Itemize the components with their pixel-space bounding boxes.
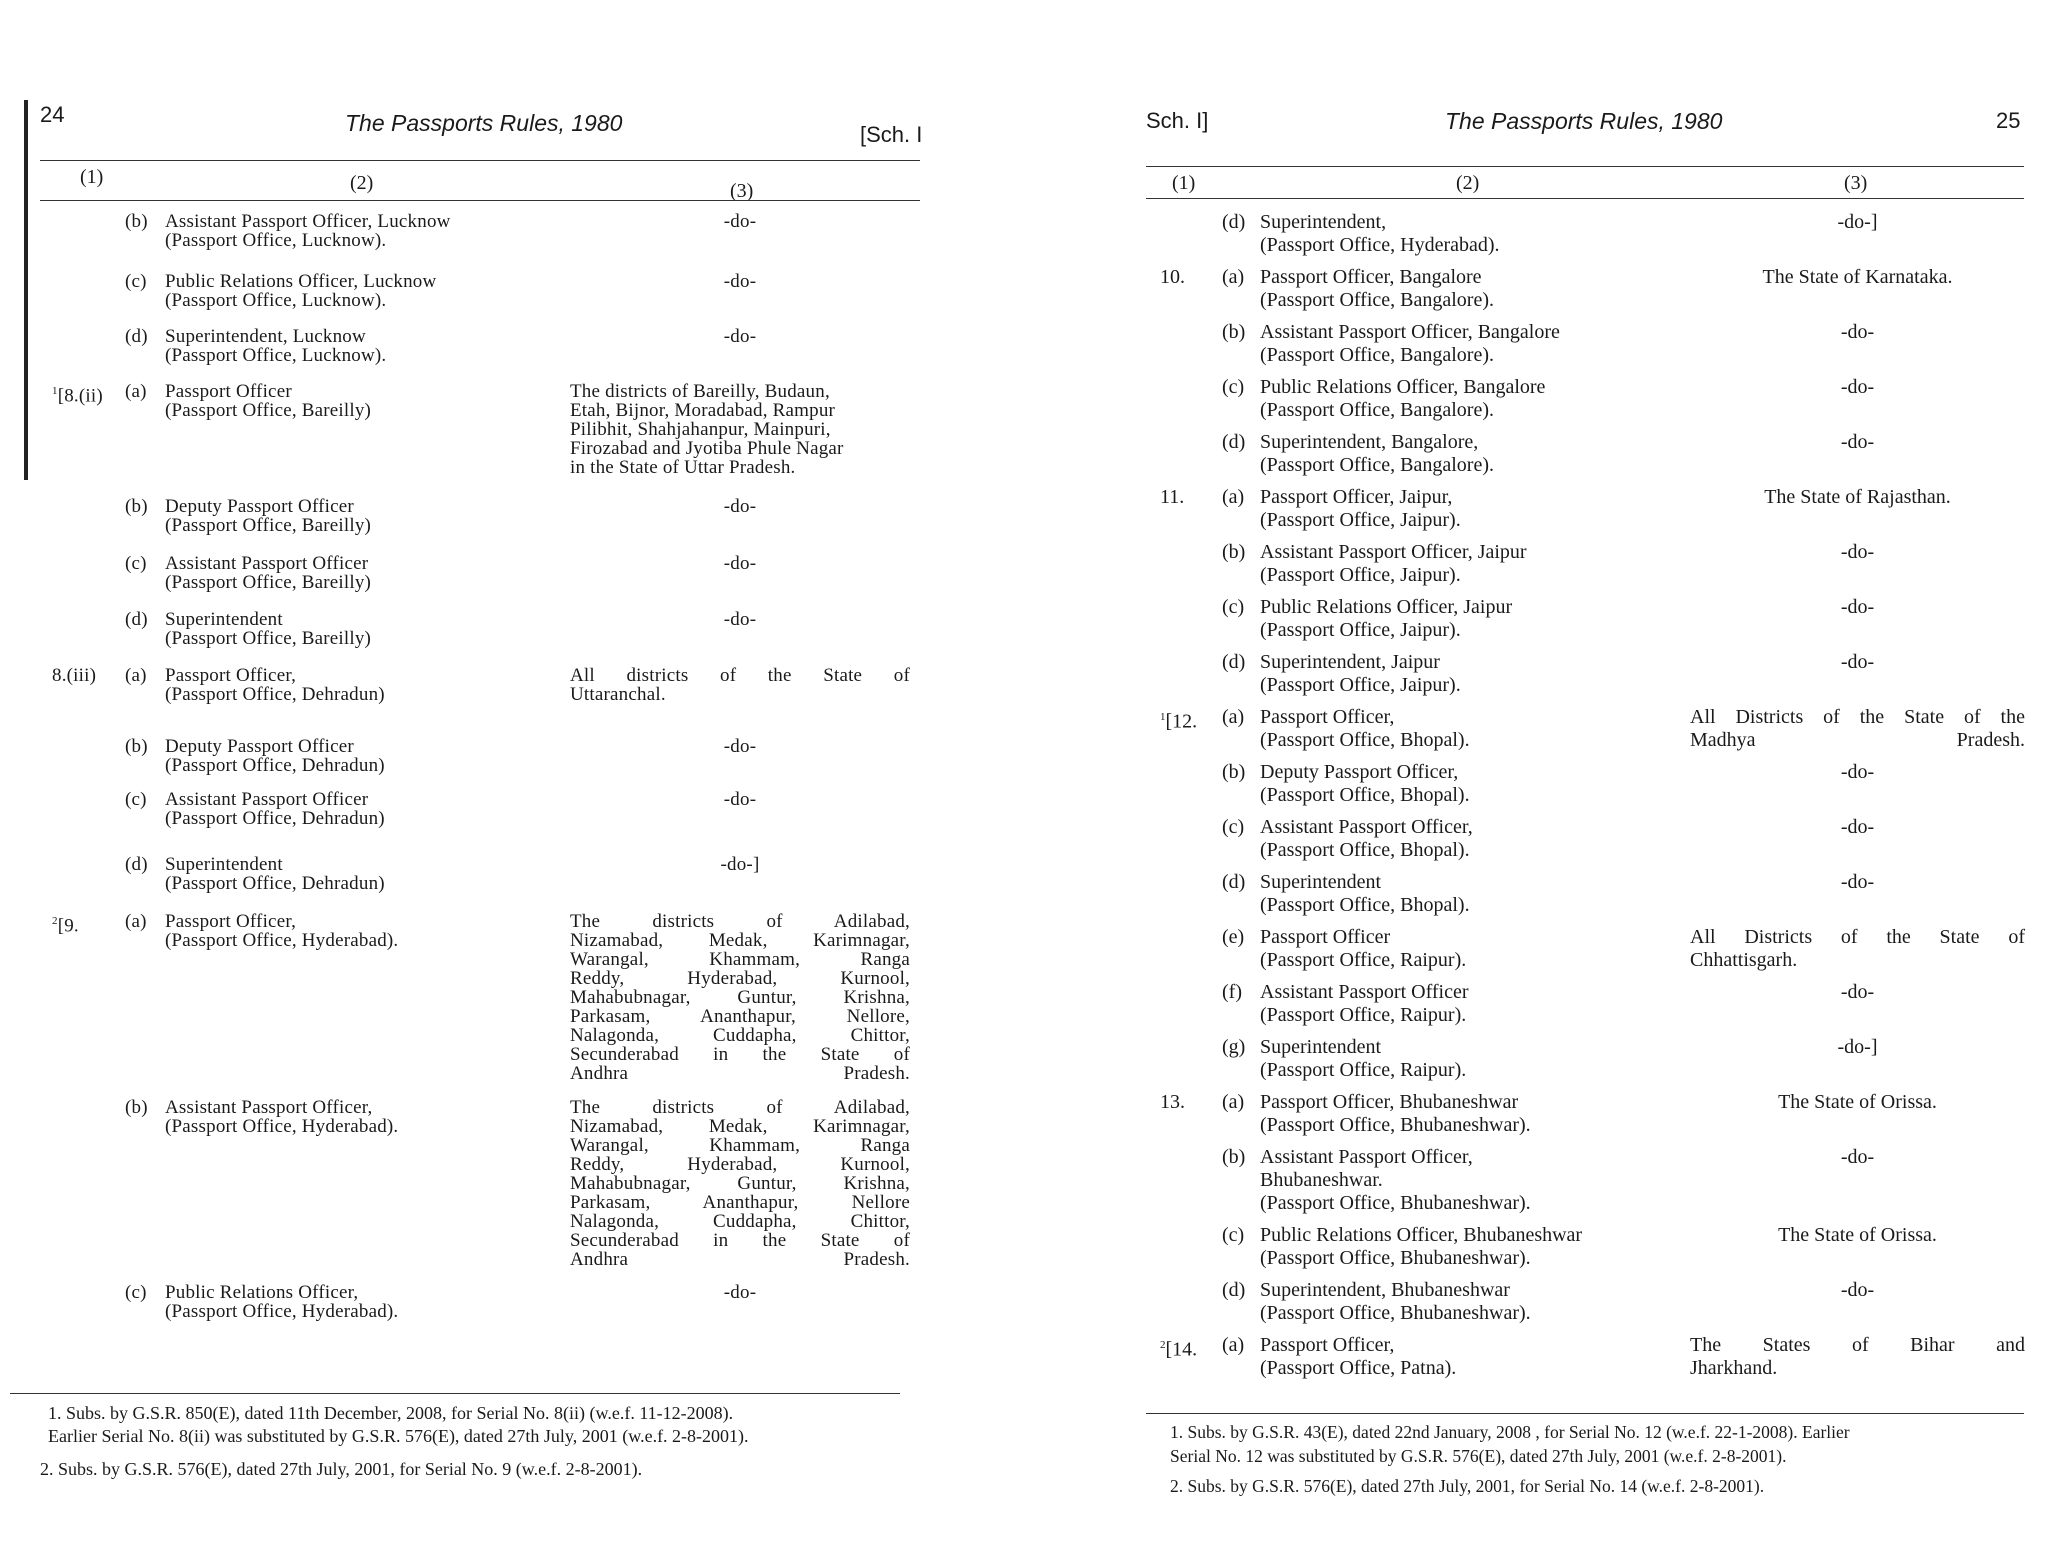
header-rule-bottom: [1146, 198, 2024, 199]
jurisdiction: -do-: [1840, 981, 1875, 1003]
office-description: Assistant Passport Officer (Passport Office, Bareilly): [165, 553, 372, 593]
jurisdiction: -do-: [723, 609, 757, 630]
item-letter: (d): [125, 609, 148, 630]
column-header-1: (1): [1172, 172, 1196, 194]
office-description: Deputy Passport Officer (Passport Office, Dehradun): [165, 736, 385, 776]
jurisdiction: -do-: [723, 789, 757, 810]
jurisdiction: The State of Rajasthan.: [1764, 486, 1951, 508]
office-description: Assistant Passport Officer, Lucknow (Passport Office, Lucknow).: [165, 211, 451, 251]
jurisdiction: -do-]: [1837, 211, 1878, 233]
office-description: Assistant Passport Officer, Bhubaneshwar. (Passport Office, Bhubaneshwar).: [1260, 1146, 1531, 1214]
item-letter: (a): [125, 911, 147, 932]
schedule-ref: [Sch. I: [860, 122, 923, 147]
item-letter: (b): [1222, 321, 1246, 343]
office-description: Superintendent, Lucknow (Passport Office, Lucknow).: [165, 326, 387, 366]
item-letter: (d): [1222, 871, 1246, 893]
item-letter: (c): [1222, 596, 1245, 618]
office-description: Passport Officer, Jaipur, (Passport Office, Jaipur).: [1260, 486, 1461, 531]
column-header-2: (2): [1456, 172, 1480, 194]
left-page: [0, 0, 960, 1567]
margin-line: [24, 100, 28, 480]
jurisdiction: -do-: [1840, 816, 1875, 838]
item-letter: (b): [125, 1097, 148, 1118]
serial-number: $^2$[9.: [52, 915, 79, 937]
jurisdiction: The State of Orissa.: [1778, 1224, 1937, 1246]
item-letter: (f): [1222, 981, 1242, 1003]
column-header-3: (3): [1844, 172, 1868, 194]
office-description: Deputy Passport Officer, (Passport Office, Bhopal).: [1260, 761, 1470, 806]
item-letter: (a): [1222, 486, 1245, 508]
office-description: Passport Officer, (Passport Office, Hyderabad).: [165, 911, 399, 951]
item-letter: (c): [1222, 1224, 1245, 1246]
item-letter: (e): [1222, 926, 1245, 948]
footnote-1: 1. Subs. by G.S.R. 850(E), dated 11th December, 2008, for Serial No. 8(ii) (w.e.f. 11-12-2008). Earlier Serial No. 8(ii) was substituted by G.S.R. 576(E), dated 27th July, 2001 (w.e.f. 2-8-2001).: [48, 1403, 749, 1446]
jurisdiction: -do-]: [720, 854, 760, 875]
office-description: Superintendent, Bhubaneshwar (Passport Office, Bhubaneshwar).: [1260, 1279, 1531, 1324]
item-letter: (d): [1222, 431, 1246, 453]
item-letter: (d): [1222, 1279, 1246, 1301]
office-description: Public Relations Officer, Jaipur (Passport Office, Jaipur).: [1260, 596, 1513, 641]
serial-number: $^1$[12.: [1160, 710, 1198, 733]
jurisdiction: All districts of the State of Uttaranchal.: [570, 665, 910, 705]
office-description: Public Relations Officer, Bangalore (Passport Office, Bangalore).: [1260, 376, 1546, 421]
jurisdiction: -do-: [1840, 596, 1875, 618]
office-description: Superintendent (Passport Office, Dehradun): [165, 854, 385, 894]
jurisdiction: All Districts of the State of Chhattisgarh.: [1690, 926, 2025, 971]
office-description: Deputy Passport Officer (Passport Office, Bareilly): [165, 496, 372, 536]
item-letter: (b): [125, 736, 148, 757]
office-description: Passport Officer, (Passport Office, Dehradun): [165, 665, 385, 705]
column-header-1: (1): [80, 166, 104, 188]
office-description: Superintendent, Bangalore, (Passport Office, Bangalore).: [1260, 431, 1495, 476]
jurisdiction: -do-: [723, 496, 757, 517]
footnote-rule: [1146, 1413, 2024, 1414]
item-letter: (a): [1222, 706, 1245, 728]
serial-number: 8.(iii): [52, 665, 97, 686]
office-description: Assistant Passport Officer, Jaipur (Passport Office, Jaipur).: [1260, 541, 1527, 586]
office-description: Passport Officer, Bhubaneshwar (Passport Office, Bhubaneshwar).: [1260, 1091, 1531, 1136]
footnote-1: 1. Subs. by G.S.R. 43(E), dated 22nd January, 2008 , for Serial No. 12 (w.e.f. 22-1-2008). Earlier Serial No. 12 was substituted by G.S.R. 576(E), dated 27th July, 2001 (w.e.f. 2-8-2001).: [1170, 1422, 1850, 1466]
item-letter: (g): [1222, 1036, 1246, 1058]
schedule-ref: Sch. I]: [1146, 108, 1209, 133]
office-description: Superintendent, Jaipur (Passport Office, Jaipur).: [1260, 651, 1461, 696]
office-description: Superintendent (Passport Office, Raipur).: [1260, 1036, 1467, 1081]
footnote-rule: [10, 1393, 900, 1394]
jurisdiction: The State of Orissa.: [1778, 1091, 1937, 1113]
office-description: Passport Officer, Bangalore (Passport Office, Bangalore).: [1260, 266, 1495, 311]
item-letter: (b): [125, 496, 148, 517]
office-description: Passport Officer (Passport Office, Raipur).: [1260, 926, 1467, 971]
office-description: Assistant Passport Officer (Passport Office, Dehradun): [165, 789, 385, 829]
jurisdiction: All Districts of the State of the Madhya Pradesh.: [1690, 706, 2025, 751]
item-letter: (b): [1222, 1146, 1246, 1168]
office-description: Assistant Passport Officer, (Passport Office, Bhopal).: [1260, 816, 1473, 861]
footnote-2: 2. Subs. by G.S.R. 576(E), dated 27th July, 2001, for Serial No. 14 (w.e.f. 2-8-2001).: [1170, 1476, 1765, 1496]
running-title: The Passports Rules, 1980: [345, 110, 623, 136]
office-description: Public Relations Officer, Lucknow (Passport Office, Lucknow).: [165, 271, 437, 311]
jurisdiction: The districts of Adilabad, Nizamabad, Medak, Karimnagar, Warangal, Khammam, Ranga Reddy, Hyderabad, Kurnool, Mahabubnagar, Guntur, Krishna, Parkasam, Ananthapur, Nellore, Nalagonda, Cuddapha, Chittor, Secunderabad in the State of Andhra Pradesh.: [570, 911, 910, 1084]
jurisdiction: The districts of Adilabad, Nizamabad, Medak, Karimnagar, Warangal, Khammam, Ranga Reddy, Hyderabad, Kurnool, Mahabubnagar, Guntur, Krishna, Parkasam, Ananthapur, Nellore Nalagonda, Cuddapha, Chittor, Secunderabad in the State of Andhra Pradesh.: [570, 1097, 910, 1270]
item-letter: (a): [125, 381, 147, 402]
item-letter: (d): [125, 854, 148, 875]
item-letter: (b): [125, 211, 148, 232]
office-description: Assistant Passport Officer (Passport Office, Raipur).: [1260, 981, 1469, 1026]
serial-number: 11.: [1160, 486, 1185, 508]
jurisdiction: -do-: [1840, 1279, 1875, 1301]
item-letter: (d): [125, 326, 148, 347]
column-header-2: (2): [350, 172, 374, 194]
office-description: Passport Officer, (Passport Office, Bhopal).: [1260, 706, 1470, 751]
jurisdiction: -do-: [723, 553, 757, 574]
office-description: Public Relations Officer, (Passport Office, Hyderabad).: [165, 1282, 399, 1322]
item-letter: (d): [1222, 211, 1246, 233]
item-letter: (a): [1222, 266, 1245, 288]
item-letter: (a): [1222, 1334, 1245, 1356]
jurisdiction: -do-: [1840, 431, 1875, 453]
office-description: Passport Officer, (Passport Office, Patna).: [1260, 1334, 1457, 1379]
footnote-2: 2. Subs. by G.S.R. 576(E), dated 27th July, 2001, for Serial No. 9 (w.e.f. 2-8-2001).: [40, 1459, 643, 1479]
jurisdiction: -do-: [723, 1282, 757, 1303]
jurisdiction: -do-: [1840, 321, 1875, 343]
jurisdiction: -do-: [723, 736, 757, 757]
office-description: Superintendent, (Passport Office, Hyderabad).: [1260, 211, 1500, 256]
jurisdiction: The State of Karnataka.: [1762, 266, 1953, 288]
jurisdiction: -do-: [723, 211, 757, 232]
header-rule-top: [1146, 166, 2024, 167]
column-header-3: (3): [730, 180, 754, 202]
serial-number: 10.: [1160, 266, 1185, 288]
jurisdiction: -do-]: [1837, 1036, 1878, 1058]
item-letter: (c): [125, 1282, 147, 1303]
jurisdiction: The districts of Bareilly, Budaun, Etah, Bijnor, Moradabad, Rampur Pilibhit, Shahjahanpur, Mainpuri, Firozabad and Jyotiba Phule Nagar in the State of Uttar Pradesh.: [570, 381, 844, 478]
jurisdiction: -do-: [1840, 1146, 1875, 1168]
running-title: The Passports Rules, 1980: [1445, 108, 1723, 134]
jurisdiction: -do-: [1840, 541, 1875, 563]
office-description: Passport Officer (Passport Office, Bareilly): [165, 381, 372, 421]
item-letter: (b): [1222, 541, 1246, 563]
jurisdiction: -do-: [1840, 376, 1875, 398]
header-rule-top: [40, 160, 920, 161]
office-description: Public Relations Officer, Bhubaneshwar (Passport Office, Bhubaneshwar).: [1260, 1224, 1583, 1269]
jurisdiction: The States of Bihar and Jharkhand.: [1690, 1334, 2025, 1379]
page-number: 25: [1996, 108, 2021, 133]
jurisdiction: -do-: [723, 326, 757, 347]
item-letter: (d): [1222, 651, 1246, 673]
item-letter: (c): [1222, 376, 1245, 398]
office-description: Assistant Passport Officer, (Passport Office, Hyderabad).: [165, 1097, 399, 1137]
jurisdiction: -do-: [1840, 651, 1875, 673]
office-description: Superintendent (Passport Office, Bhopal).: [1260, 871, 1470, 916]
office-description: Superintendent (Passport Office, Bareilly): [165, 609, 372, 649]
item-letter: (a): [1222, 1091, 1245, 1113]
item-letter: (c): [125, 789, 147, 810]
serial-number: 13.: [1160, 1091, 1185, 1113]
page-number: 24: [40, 102, 65, 127]
item-letter: (c): [125, 553, 147, 574]
item-letter: (b): [1222, 761, 1246, 783]
item-letter: (c): [1222, 816, 1245, 838]
right-page: [1110, 0, 2048, 1567]
jurisdiction: -do-: [1840, 871, 1875, 893]
serial-number: $^2$[14.: [1160, 1338, 1198, 1361]
item-letter: (c): [125, 271, 147, 292]
serial-number: $^1$[8.(ii): [52, 385, 103, 407]
jurisdiction: -do-: [1840, 761, 1875, 783]
jurisdiction: -do-: [723, 271, 757, 292]
header-rule-bottom: [40, 200, 920, 201]
office-description: Assistant Passport Officer, Bangalore (Passport Office, Bangalore).: [1260, 321, 1560, 366]
item-letter: (a): [125, 665, 147, 686]
